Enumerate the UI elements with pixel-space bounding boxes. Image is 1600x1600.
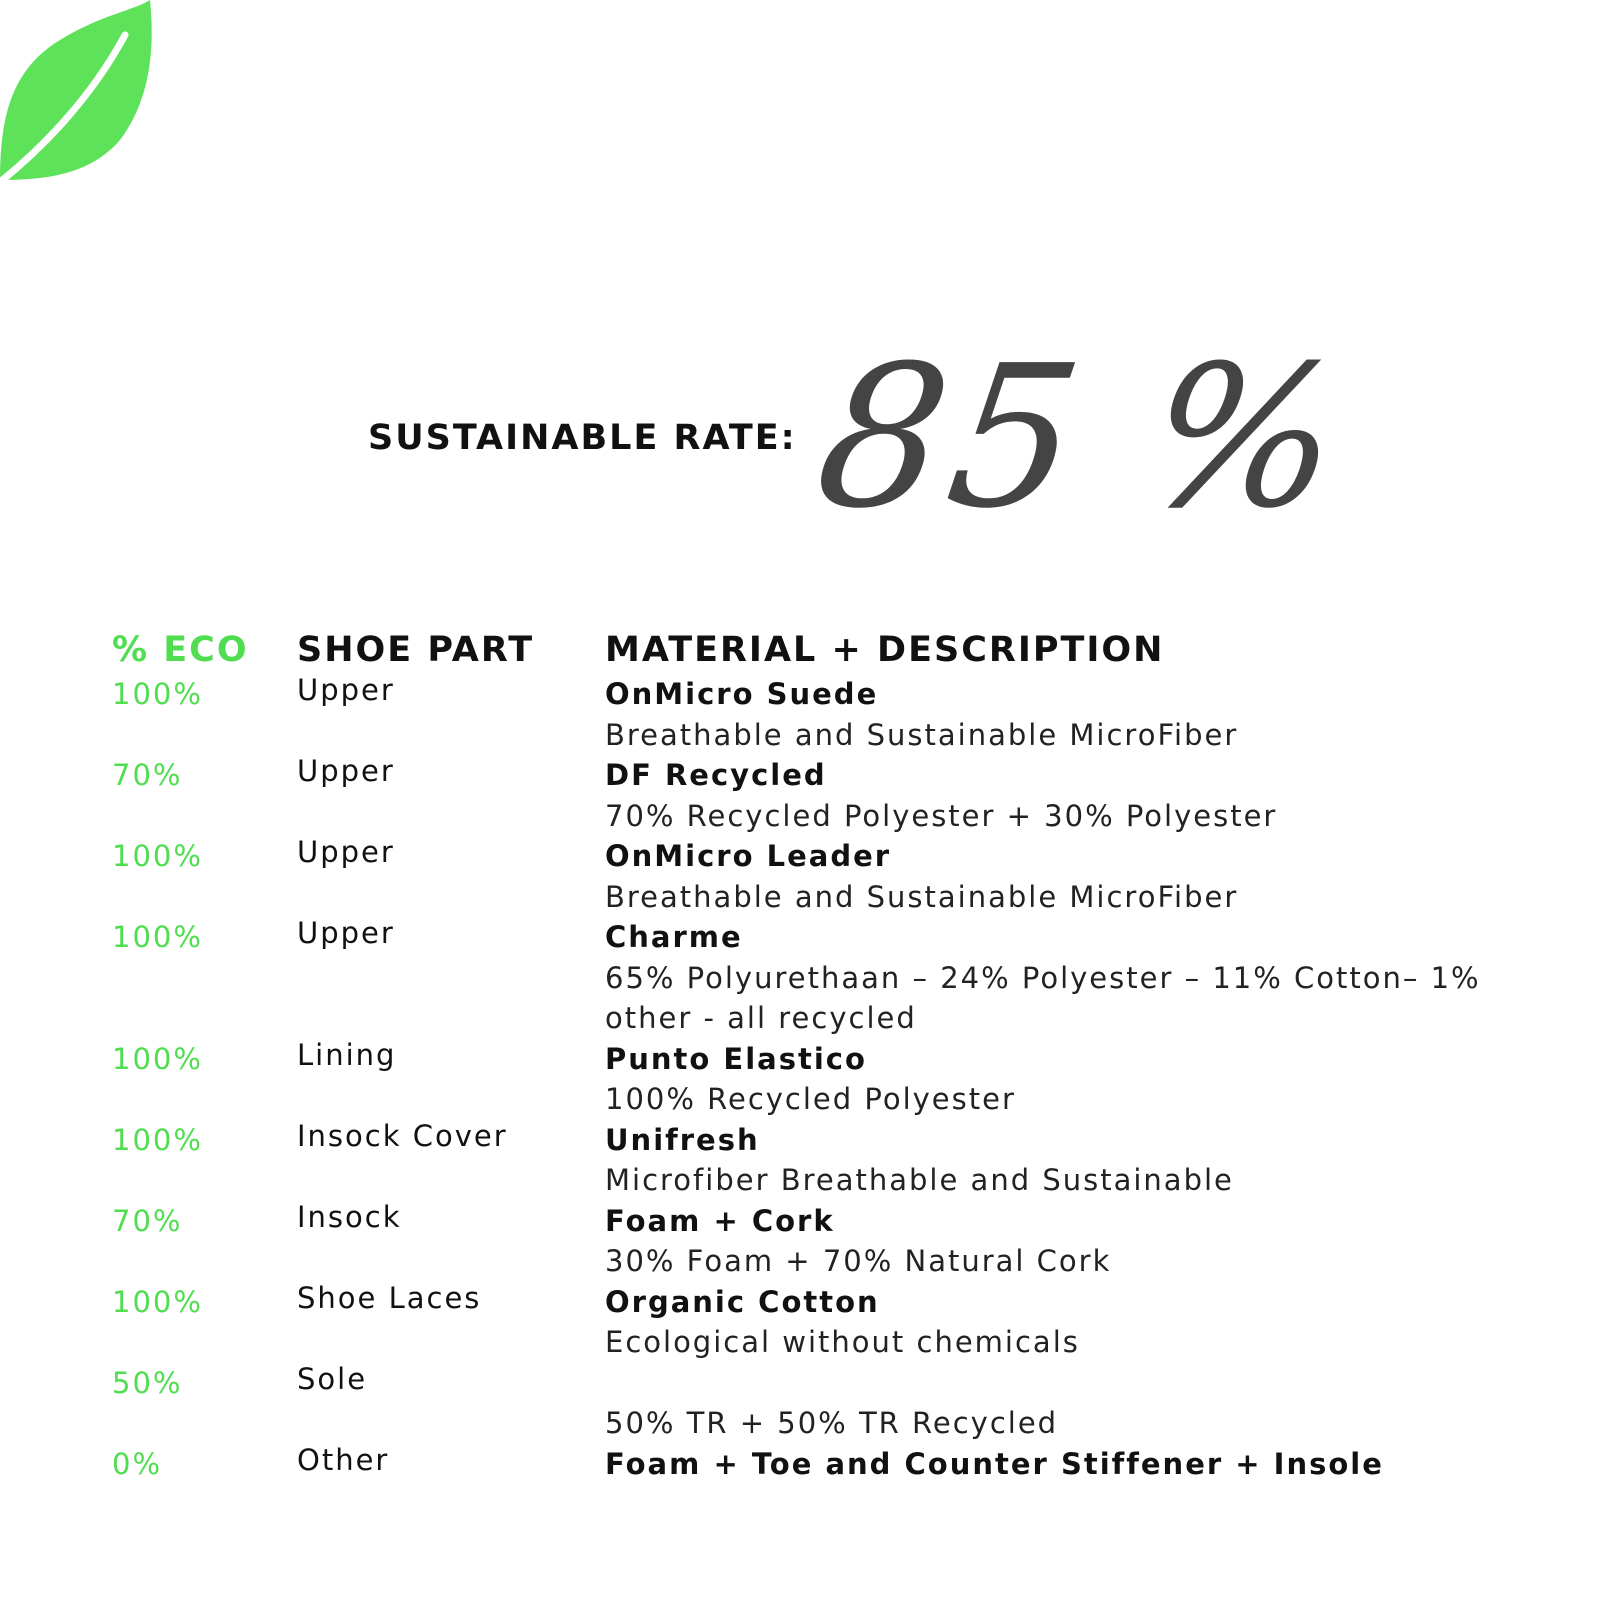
table-row bbox=[112, 1201, 1512, 1282]
eco-percent: 50% bbox=[112, 1365, 183, 1400]
shoe-part: Other bbox=[297, 1442, 390, 1477]
material-description: Microfiber Breathable and Sustainable bbox=[605, 1163, 1234, 1197]
table-row bbox=[112, 1039, 1512, 1120]
table-header bbox=[112, 626, 1512, 674]
shoe-part: Insock bbox=[297, 1199, 402, 1234]
material-name: Foam + Cork bbox=[605, 1203, 835, 1238]
eco-percent: 0% bbox=[112, 1446, 163, 1481]
table-row bbox=[112, 755, 1512, 836]
table-row bbox=[112, 917, 1512, 1039]
eco-percent: 70% bbox=[112, 758, 183, 792]
material-description: 100% Recycled Polyester bbox=[605, 1082, 1016, 1116]
material-description: 70% Recycled Polyester + 30% Polyester bbox=[605, 798, 1278, 833]
table-row bbox=[112, 836, 1512, 917]
sustainable-rate bbox=[368, 324, 1359, 552]
material-name: Foam + Toe and Counter Stiffener + Insole bbox=[605, 1446, 1384, 1481]
material-name: OnMicro Leader bbox=[605, 839, 892, 873]
eco-percent: 100% bbox=[112, 677, 203, 711]
shoe-part: Upper bbox=[297, 916, 395, 950]
eco-percent: 100% bbox=[112, 1284, 203, 1319]
material-description: Ecological without chemicals bbox=[605, 1325, 1080, 1359]
leaf-icon bbox=[0, 0, 160, 200]
eco-percent: 100% bbox=[112, 1122, 203, 1157]
sustainable-rate-value: 85 % bbox=[804, 324, 1359, 552]
eco-percent: 70% bbox=[112, 1203, 183, 1238]
shoe-part: Lining bbox=[297, 1037, 397, 1072]
header-shoe-part: SHOE PART bbox=[297, 630, 535, 670]
material-name: Punto Elastico bbox=[605, 1041, 867, 1076]
shoe-part: Insock Cover bbox=[297, 1118, 508, 1153]
shoe-part: Upper bbox=[297, 754, 395, 788]
material-name: Unifresh bbox=[605, 1122, 760, 1157]
table-row bbox=[112, 1120, 1512, 1201]
table-row bbox=[112, 1444, 1512, 1485]
eco-percent: 100% bbox=[112, 839, 203, 873]
material-name: OnMicro Suede bbox=[605, 677, 879, 711]
material-description: 50% TR + 50% TR Recycled bbox=[605, 1406, 1059, 1440]
material-description: 65% Polyurethaan – 24% Polyester – 11% Cotton– 1% other - all recycled bbox=[605, 960, 1481, 1035]
header-material-description: MATERIAL + DESCRIPTION bbox=[605, 630, 1165, 670]
shoe-part: Sole bbox=[297, 1361, 368, 1396]
shoe-part: Upper bbox=[297, 835, 395, 869]
materials-table bbox=[112, 626, 1512, 1484]
material-name: Organic Cotton bbox=[605, 1284, 880, 1319]
table-row bbox=[112, 1282, 1512, 1363]
material-name bbox=[605, 1363, 1512, 1404]
material-description: Breathable and Sustainable MicroFiber bbox=[605, 879, 1239, 914]
header-eco: % ECO bbox=[112, 630, 249, 670]
table-row bbox=[112, 674, 1512, 755]
table-row bbox=[112, 1363, 1512, 1444]
material-description: 30% Foam + 70% Natural Cork bbox=[605, 1244, 1112, 1278]
eco-percent: 100% bbox=[112, 920, 203, 954]
table-rows bbox=[112, 674, 1512, 1484]
shoe-part: Upper bbox=[297, 673, 395, 707]
shoe-part: Shoe Laces bbox=[297, 1280, 482, 1315]
sustainable-rate-label: SUSTAINABLE RATE: bbox=[368, 418, 797, 458]
material-description: Breathable and Sustainable MicroFiber bbox=[605, 717, 1239, 752]
material-name: DF Recycled bbox=[605, 758, 827, 792]
material-name: Charme bbox=[605, 920, 743, 954]
eco-percent: 100% bbox=[112, 1041, 203, 1076]
